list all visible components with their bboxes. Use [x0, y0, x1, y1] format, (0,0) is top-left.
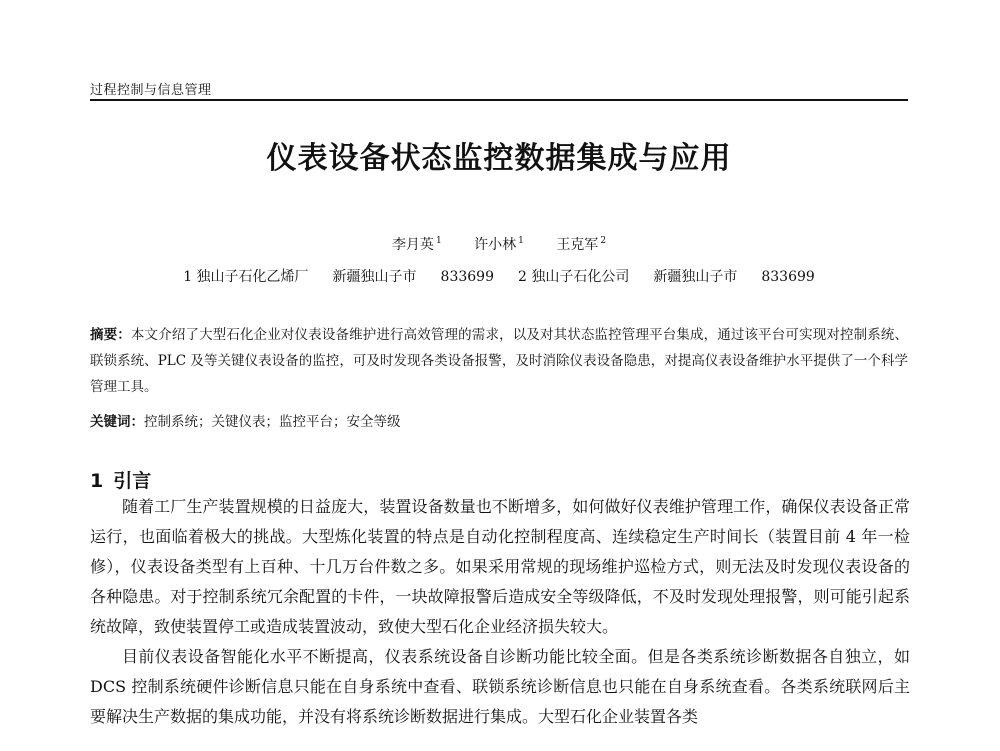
affiliation-org: 1 独山子石化乙烯厂	[183, 269, 309, 285]
body-paragraph: 目前仪表设备智能化水平不断提高，仪表系统设备自诊断功能比较全面。但是各类系统诊断数据各自独立，如 DCS 控制系统硬件诊断信息只能在自身系统中查看、联锁系统诊断信息也只能在自身系统查看。各类系统联网后主要解决生产数据的集成功能，并没有将系统诊断数据进行集成。大型石化企业装置各类	[90, 647, 910, 726]
author-1	[392, 237, 442, 253]
keywords-label: 关键词：	[90, 414, 144, 430]
keywords	[90, 409, 908, 435]
paper-page	[90, 0, 910, 751]
affiliation-org: 2 独山子石化公司	[518, 269, 630, 285]
affiliation-postcode: 833699	[761, 269, 815, 285]
section-body	[90, 492, 910, 732]
abstract-text: 本文介绍了大型石化企业对仪表设备维护进行高效管理的需求，以及对其状态监控管理平台集成，通过该平台可实现对控制系统、联锁系统、PLC 及等关键仪表设备的监控，可及时发现各类设备报警，及时消除仪表设备隐患，对提高仪表设备维护水平提供了一个科学管理工具。	[90, 327, 909, 395]
author-affil-mark: 2	[600, 236, 607, 247]
author-affil-mark: 1	[518, 236, 524, 247]
section-number: 1	[90, 470, 104, 492]
affiliation-city: 新疆独山子市	[332, 269, 417, 285]
author-3	[556, 237, 606, 253]
author-2	[474, 237, 524, 253]
abstract-label: 摘要：	[90, 327, 131, 343]
paper-title: 仪表设备状态监控数据集成与应用	[266, 141, 732, 176]
author-name: 许小林	[474, 237, 517, 253]
affiliation-city: 新疆独山子市	[653, 269, 738, 285]
running-header: 过程控制与信息管理	[90, 83, 212, 98]
section-heading	[90, 466, 151, 493]
author-name: 王克军	[556, 237, 599, 253]
header-rule	[90, 99, 908, 101]
body-paragraph: 随着工厂生产装置规模的日益庞大，装置设备数量也不断增多，如何做好仪表维护管理工作，确保仪表设备正常运行，也面临着极大的挑战。大型炼化装置的特点是自动化控制程度高、连续稳定生产时间长（装置目前 4 年一检修），仪表设备类型有上百种、十几万台件数之多。如果采用常规的现场维护巡检方式，则无法及时发现仪表设备的各种隐患。对于控制系统冗余配置的卡件，一块故障报警后造成安全等级降低，不及时发现处理报警，则可能引起系统故障，致使装置停工或造成装置波动，致使大型石化企业经济损失较大。	[90, 497, 910, 636]
keywords-text: 控制系统；关键仪表；监控平台；安全等级	[144, 414, 401, 430]
author-name: 李月英	[391, 237, 434, 253]
affiliation-postcode: 833699	[440, 269, 494, 285]
abstract	[90, 322, 908, 400]
section-title: 引言	[113, 470, 152, 492]
author-affil-mark: 1	[435, 236, 442, 247]
author-list	[90, 234, 908, 254]
affiliations	[90, 266, 908, 286]
